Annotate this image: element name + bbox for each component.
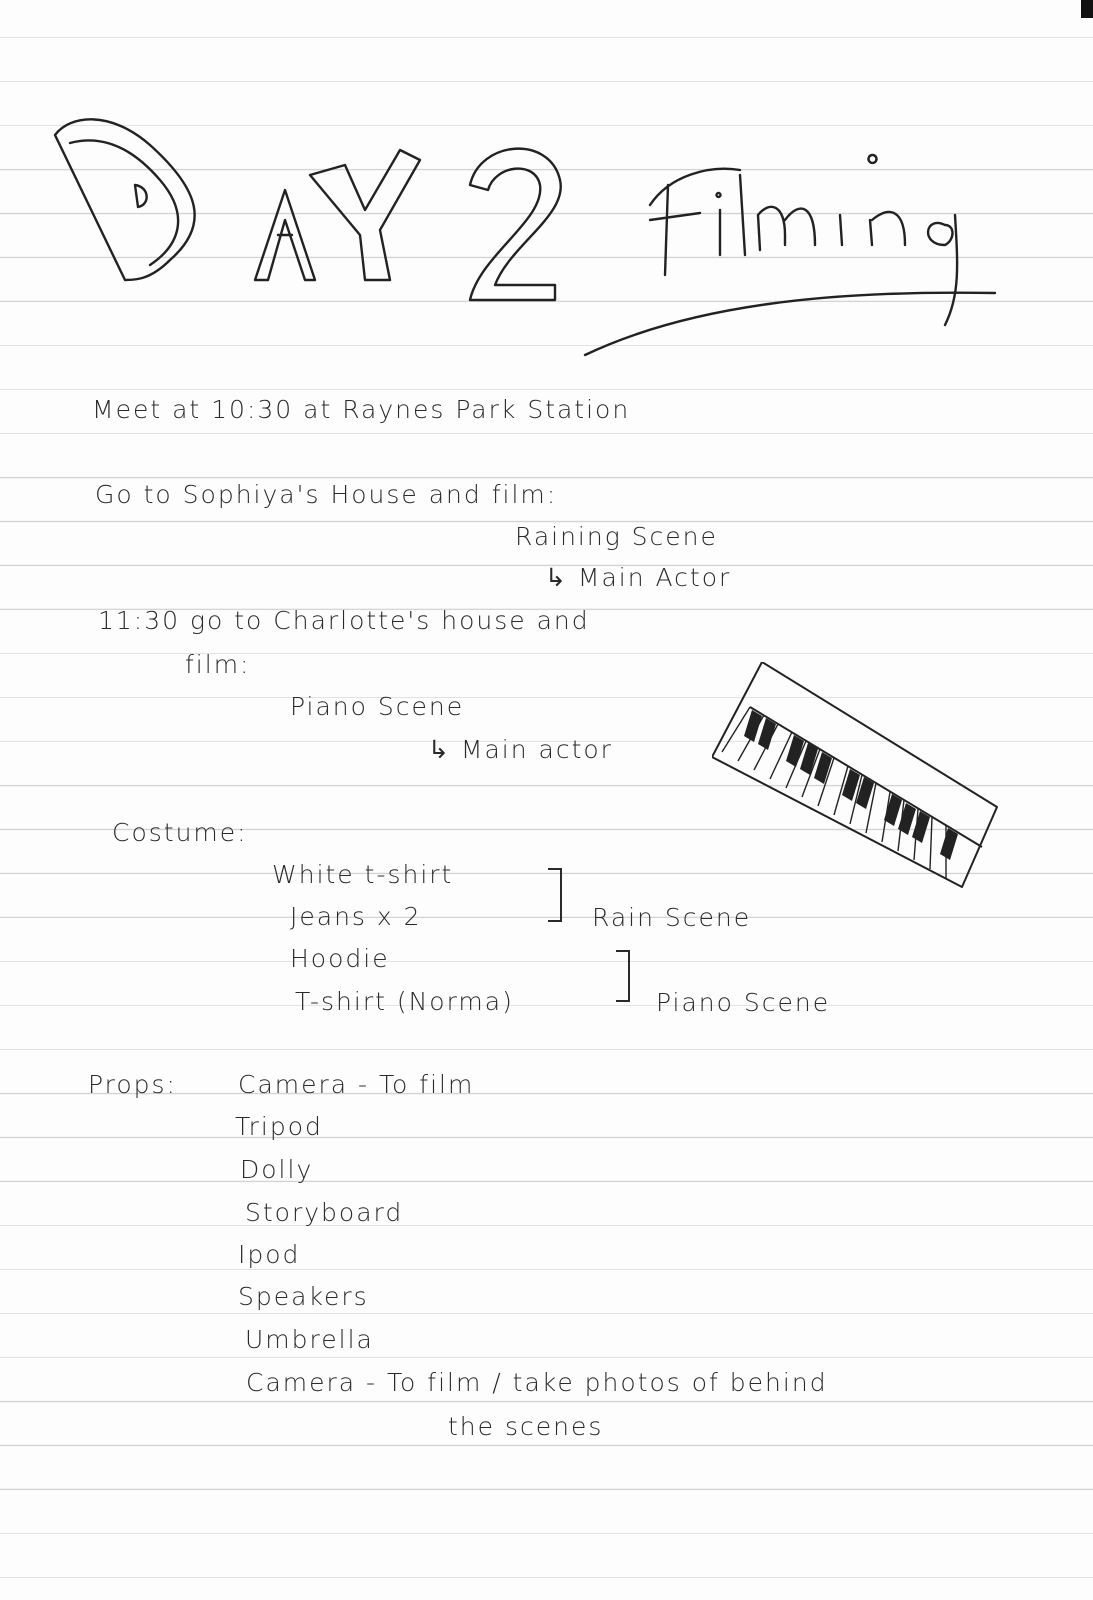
title-dot-i1: [716, 193, 720, 197]
piano-bracket: [616, 950, 630, 1002]
title-drawing: [40, 95, 1020, 375]
raining-scene-line: Raining Scene: [515, 522, 718, 551]
raining-actor-line: ↳ Main Actor: [545, 563, 732, 592]
meet-line: Meet at 10:30 at Raynes Park Station: [92, 395, 631, 424]
title-letter-a: [255, 190, 315, 280]
props-item: Camera - To film: [238, 1070, 475, 1099]
props-item: Speakers: [238, 1282, 369, 1311]
props-item: Camera - To film / take photos of behind: [246, 1368, 828, 1397]
props-item: Umbrella: [245, 1325, 374, 1354]
costume-item: Hoodie: [290, 944, 390, 973]
title-letter-d: [55, 119, 195, 280]
piano-scene-line: Piano Scene: [290, 692, 465, 721]
props-item: the scenes: [448, 1412, 604, 1441]
charlotte-time-line: 11:30 go to Charlotte's house and: [98, 606, 590, 635]
title-word-filming: [650, 169, 957, 325]
title-letter-d-inner: [135, 185, 147, 207]
props-item: Tripod: [235, 1112, 323, 1141]
go-sophiya-line: Go to Sophiya's House and film:: [95, 480, 558, 509]
group-piano-label: Piano Scene: [656, 988, 831, 1017]
title-day: [0, 0, 1, 1]
charlotte-film-line: film:: [185, 650, 251, 679]
piano-drawing: [712, 662, 1012, 902]
costume-heading: Costume:: [112, 818, 248, 847]
piano-actor-line: ↳ Main actor: [428, 735, 613, 764]
group-rain-label: Rain Scene: [592, 903, 752, 932]
props-item: Dolly: [240, 1155, 314, 1184]
rain-bracket: [548, 868, 562, 922]
costume-item: Jeans x 2: [290, 902, 422, 931]
title-number-2: [470, 149, 561, 300]
title-dot-i2: [869, 155, 877, 163]
costume-item: White t-shirt: [272, 860, 454, 889]
scan-edge: [1081, 0, 1093, 18]
props-item: Ipod: [238, 1240, 301, 1269]
props-item: Storyboard: [245, 1198, 404, 1227]
title-letter-y: [310, 150, 420, 280]
costume-item: T-shirt (Norma): [295, 987, 514, 1016]
title-underline: [585, 293, 995, 355]
props-heading: Props:: [88, 1070, 177, 1099]
